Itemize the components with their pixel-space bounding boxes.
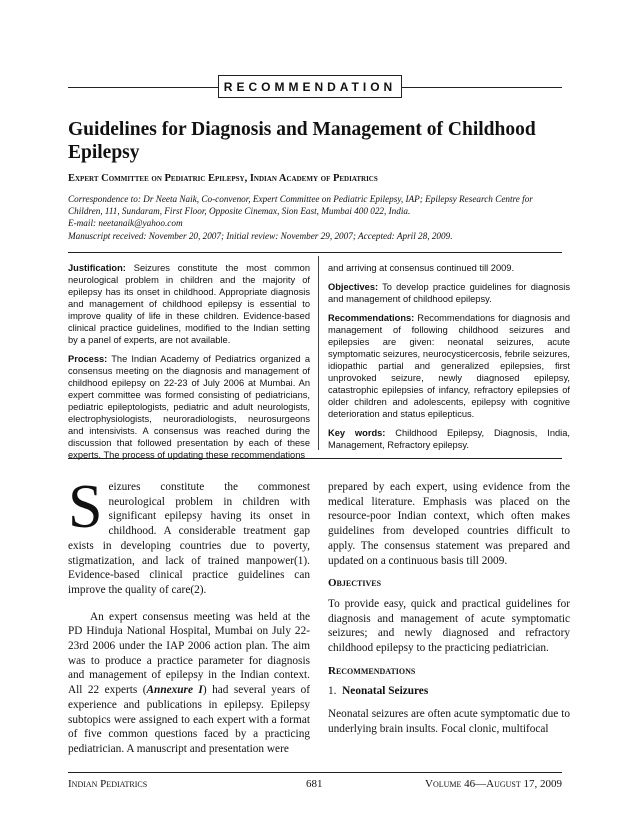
- objectives-heading: Objectives: [328, 577, 382, 590]
- keywords-label: Key words:: [328, 428, 386, 438]
- article-title: Guidelines for Diagnosis and Management of Childhood Epilepsy: [68, 119, 536, 163]
- abstract-recommendations: [328, 312, 570, 420]
- justification-text: Seizures constitute the most common neurological problem in children and the majority of epilepsy has its onset in childhood. Appropriate diagnosis and management of childhood epilepsy is essential to improve quality of life in these children. Evidence-based clinical practice guidelines, modified to the Indian setting by a panel of experts, are not available.: [68, 263, 310, 345]
- recommendations-heading: Recommendations: [328, 664, 416, 677]
- consensus-paragraph: [68, 610, 310, 757]
- keywords-text: Childhood Epilepsy, Diagnosis, India, Management, Refractory epilepsy.: [328, 428, 570, 450]
- footer-page-number: 681: [306, 778, 323, 790]
- justification-label: Justification:: [68, 263, 126, 273]
- section1-paragraph: Neonatal seizures are often acute symptomatic due to underlying brain insults. Focal clonic, multifocal: [328, 708, 570, 735]
- process-continued: and arriving at consensus continued till 2009.: [328, 263, 515, 273]
- section1-heading: [328, 684, 570, 699]
- abstract-objectives: [328, 281, 570, 305]
- section-banner: RECOMMENDATION: [218, 75, 402, 98]
- objectives-paragraph: To provide easy, quick and practical guidelines for diagnosis and management of acute symptomatic seizures; and newly diagnosed and refractory childhood epilepsy to the practicing pediatrician.: [328, 597, 570, 655]
- recommendations-text: Recommendations for diagnosis and management of following childhood seizures and epilepsies are given: neonatal seizures, acute symptomatic seizures, neurocysticercosis, febrile seizures, idiopathic partial and generalized epilepsies, first unprovoked seizure, newly diagnosed epilepsy, catastrophic epilepsies of infancy, refractory epilepsies of older children and adolescents, epilepsy with cognitive deterioration and status epilepticus.: [328, 313, 570, 419]
- process-text: The Indian Academy of Pediatrics organized a consensus meeting on the diagnosis and management of childhood epilepsy on 22-23 of July 2006 at Mumbai. An expert committee was formed consisting of pediatricians, pediatric epileptologists, pediatric and adult neurologists, electrophysiologists, neuroradiologists, neurosurgeons and intensivists. A consensus was reached during the discussion that followed presentation by each of these experts. The process of updating these recommendations: [68, 354, 310, 460]
- intro-paragraph: [68, 473, 310, 598]
- section1-title: Neonatal Seizures: [342, 685, 429, 698]
- annexure-ref: Annexure I: [146, 684, 203, 697]
- consensus-text-b: ) had several years of experience and publications in epilepsy. Epilepsy subtopics were assigned to each expert with a format of five common questions faced by a practicing pediatrician. A manuscript and presentation were: [68, 684, 311, 755]
- abstract-column-divider: [318, 256, 319, 450]
- intro-text: eizures constitute the commonest neurological problem in children with significant epilepsy having its onset in childhood. A considerable treatment gap exists in developing countries due to poverty, stigmatization, and lack of trained manpower(1). Evidence-based clinical practice guidelines can improve the quality of care(2).: [68, 481, 310, 596]
- process-label: Process:: [68, 354, 108, 364]
- objectives-label: Objectives:: [328, 282, 379, 292]
- footer-journal: Indian Pediatrics: [68, 778, 148, 790]
- abstract-process: [68, 353, 310, 461]
- body-right-column: [328, 480, 570, 737]
- evidence-paragraph: prepared by each expert, using evidence from the medical literature. Emphasis was placed on the resource-poor Indian context, which often makes guidelines from developed countries difficult to apply. The consensus statement was prepared and updated on a continuous basis till 2009.: [328, 481, 570, 567]
- correspondence-email: E-mail: neetanaik@yahoo.com: [68, 218, 183, 229]
- abstract-left-column: [68, 262, 310, 468]
- footer-volume: Volume 46—August 17, 2009: [425, 778, 562, 790]
- recommendations-label: Recommendations:: [328, 313, 415, 323]
- objectives-text: To develop practice guidelines for diagnosis and management of childhood epilepsy.: [328, 282, 570, 304]
- abstract-bottom-rule: [68, 458, 562, 459]
- abstract-justification: [68, 262, 310, 346]
- author-committee: Expert Committee on Pediatric Epilepsy, Indian Academy of Pediatrics: [68, 173, 378, 184]
- correspondence-block: [68, 193, 562, 242]
- drop-cap: S: [68, 473, 103, 541]
- footer-rule: [68, 772, 562, 773]
- consensus-text-a: An expert consensus meeting was held at the PD Hinduja National Hospital, Mumbai on July 22-23rd 2006 under the IAP 2006 action plan. The aim was to produce a practice parameter for diagnosis and management of epilepsy in the Indian context. All 22 experts (: [68, 610, 310, 697]
- manuscript-dates: Manuscript received: November 20, 2007; Initial review: November 29, 2007; Accepted: April 28, 2009.: [68, 230, 453, 241]
- abstract-right-column: [328, 262, 570, 458]
- abstract-top-rule: [68, 252, 562, 253]
- section1-number: 1.: [328, 685, 337, 698]
- abstract-keywords: [328, 427, 570, 451]
- body-left-column: [68, 473, 311, 757]
- correspondence-address: Correspondence to: Dr Neeta Naik, Co-convenor, Expert Committee on Pediatric Epilepsy, IAP; Epilepsy Research Centre for Children, 111, Sundaram, First Floor, Opposite Cinemax, Sion East, Mumbai 400 022, India.: [68, 194, 533, 217]
